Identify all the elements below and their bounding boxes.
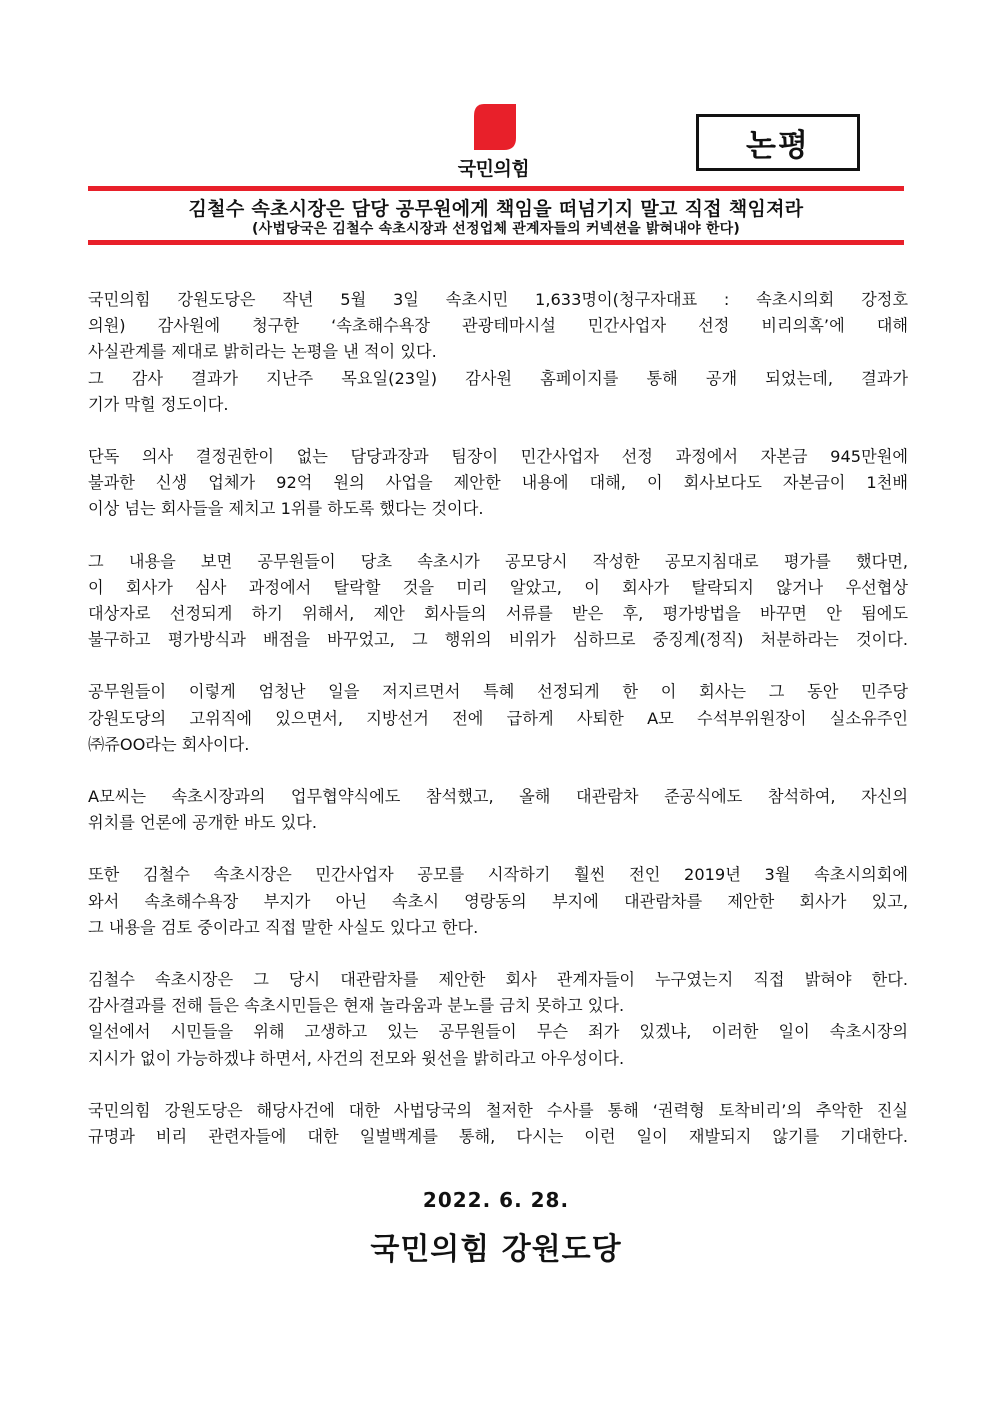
party-logo — [446, 104, 541, 184]
body-line: 기가 막힐 정도이다. — [88, 394, 229, 414]
headline-top-rule — [88, 186, 904, 191]
body-line: 그 내용을 보면 공무원들이 당초 속초시가 공모당시 작성한 공모지침대로 평가를 했다면, — [88, 551, 908, 571]
paragraph-6 — [88, 862, 908, 941]
body-line: 지시가 없이 가능하겠냐 하면서, 사건의 전모와 윗선을 밝히라고 아우성이다. — [88, 1048, 625, 1068]
paragraph-7 — [88, 967, 908, 1072]
paragraph-1 — [88, 287, 908, 418]
commentary-badge: 논평 — [696, 114, 860, 171]
body-line: 강원도당의 고위직에 있으면서, 지방선거 전에 급하게 사퇴한 A모 수석부위원장이 실소유주인 — [88, 708, 908, 728]
party-logo-mark-icon — [474, 104, 516, 150]
headline: 김철수 속초시장은 담당 공무원에게 책임을 떠넘기지 말고 직접 책임져라 — [188, 198, 804, 220]
body-line: 단독 의사 결정권한이 없는 담당과장과 팀장이 민간사업자 선정 과정에서 자본금 945만원에 — [88, 447, 908, 467]
body-line: 사실관계를 제대로 밝히라는 논평을 낸 적이 있다. — [88, 342, 437, 362]
subheadline: (사법당국은 김철수 속초시장과 선정업체 관계자들의 커넥션을 밝혀내야 한다) — [252, 221, 740, 237]
body-line: ㈜쥬OO라는 회사이다. — [88, 734, 250, 754]
paragraph-4 — [88, 679, 908, 758]
body-line: 의원) 감사원에 청구한 ‘속초해수욕장 관광테마시설 민간사업자 선정 비리의혹’에 대해 — [88, 316, 908, 336]
body-line: 공무원들이 이렇게 엄청난 일을 저지르면서 특혜 선정되게 한 이 회사는 그 동안 민주당 — [88, 682, 908, 702]
paragraph-2 — [88, 444, 908, 523]
body-line: 국민의힘 강원도당은 작년 5월 3일 속초시민 1,633명이(청구자대표 : 속초시의회 강정호 — [88, 290, 908, 309]
party-logo-text: 국민의힘 — [457, 158, 530, 180]
signature: 국민의힘 강원도당 — [370, 1232, 622, 1267]
paragraph-5 — [88, 784, 908, 836]
body-line: 와서 속초해수욕장 부지가 아닌 속초시 영랑동의 부지에 대관람차를 제안한 회사가 있고, — [88, 891, 908, 911]
body-line: 대상자로 선정되게 하기 위해서, 제안 회사들의 서류를 받은 후, 평가방법을 바꾸면 안 됨에도 — [88, 604, 908, 624]
body-line: 또한 김철수 속초시장은 민간사업자 공모를 시작하기 훨씬 전인 2019년 3월 속초시의회에 — [88, 865, 908, 885]
paragraph-8 — [88, 1098, 908, 1150]
body-line: 불구하고 평가방식과 배점을 바꾸었고, 그 행위의 비위가 심하므로 중징계(정직) 처분하라는 것이다. — [88, 630, 908, 650]
body-line: 이상 넘는 회사들을 제치고 1위를 하도록 했다는 것이다. — [88, 499, 484, 519]
body-line: 이 회사가 심사 과정에서 탈락할 것을 미리 알았고, 이 회사가 탈락되지 않거나 우선협상 — [88, 577, 908, 597]
body-line: 국민의힘 강원도당은 해당사건에 대한 사법당국의 철저한 수사를 통해 ‘권력형 토착비리’의 추악한 진실 — [88, 1100, 908, 1120]
body-line: A모씨는 속초시장과의 업무협약식에도 참석했고, 올해 대관람차 준공식에도 참석하여, 자신의 — [88, 787, 908, 807]
body-line: 김철수 속초시장은 그 당시 대관람차를 제안한 회사 관계자들이 누구였는지 직접 밝혀야 한다. — [88, 970, 908, 990]
headline-bottom-rule — [88, 240, 904, 245]
body-line: 일선에서 시민들을 위해 고생하고 있는 공무원들이 무슨 죄가 있겠냐, 이러한 일이 속초시장의 — [88, 1022, 908, 1042]
body-line: 감사결과를 전해 들은 속초시민들은 현재 놀라움과 분노를 금치 못하고 있다. — [88, 996, 625, 1016]
body-line: 위치를 언론에 공개한 바도 있다. — [88, 813, 318, 833]
paragraph-3 — [88, 549, 908, 654]
body-line: 그 감사 결과가 지난주 목요일(23일) 감사원 홈페이지를 통해 공개 되었는데, 결과가 — [88, 368, 908, 388]
statement-date: 2022. 6. 28. — [422, 1188, 570, 1212]
body-line: 불과한 신생 업체가 92억 원의 사업을 제안한 내용에 대해, 이 회사보다도 자본금이 1천배 — [88, 473, 908, 493]
body-line: 규명과 비리 관련자들에 대한 일벌백계를 통해, 다시는 이런 일이 재발되지 않기를 기대한다. — [88, 1127, 908, 1147]
body-line: 그 내용을 검토 중이라고 직접 말한 사실도 있다고 한다. — [88, 917, 479, 937]
statement-body — [88, 287, 908, 1176]
